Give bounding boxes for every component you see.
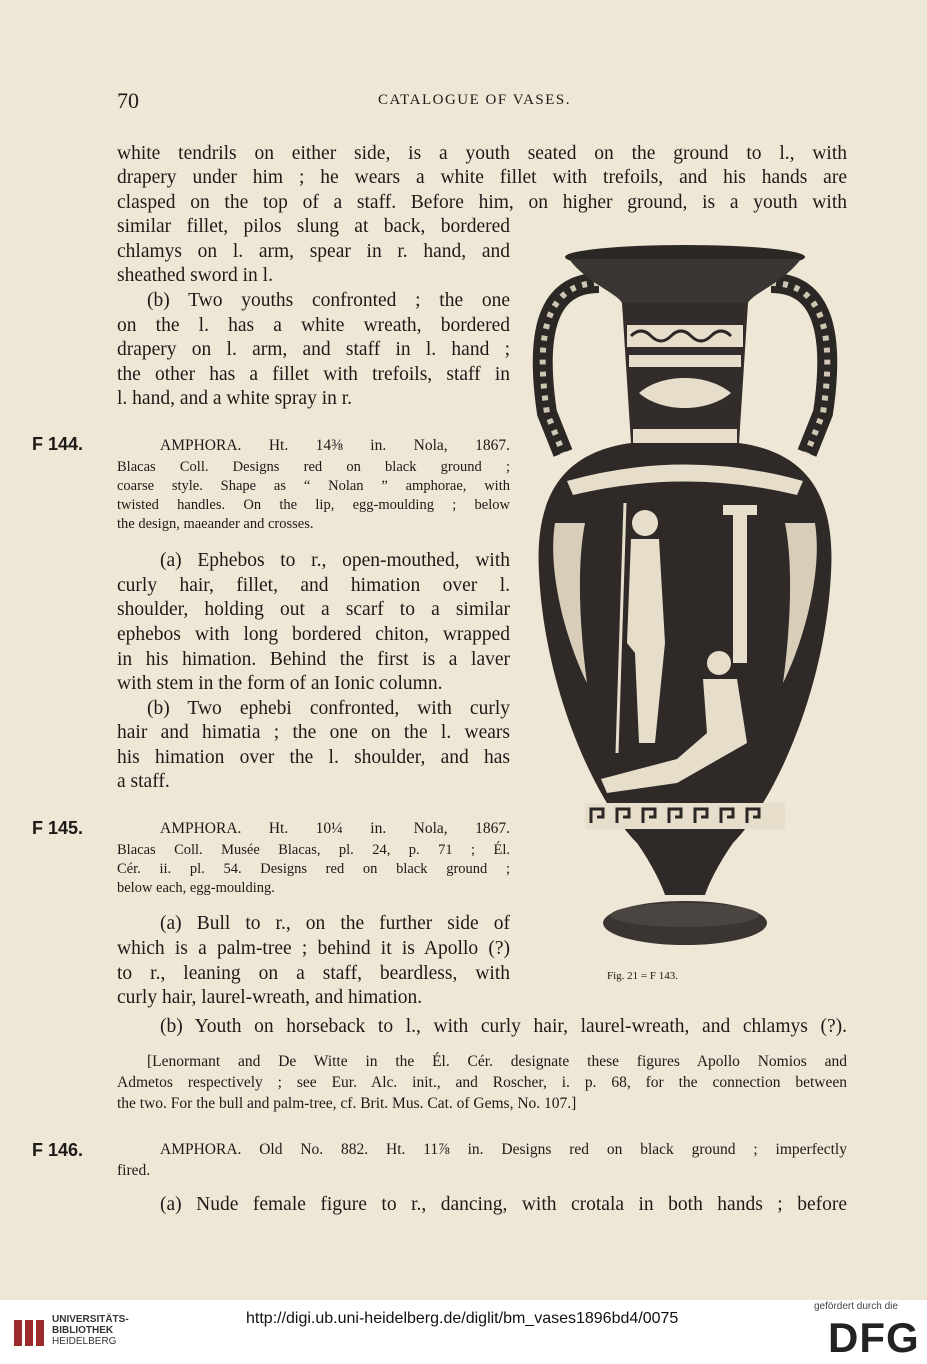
note-line: [Lenormant and De Witte in the Él. Cér. designate these figures Apollo Nomios and bbox=[147, 1053, 847, 1070]
vase-foot-rim bbox=[611, 903, 759, 927]
text-line: his himation over the l. shoulder, and has bbox=[117, 747, 510, 768]
text-line: drapery on l. arm, and staff in l. hand ; bbox=[117, 339, 510, 360]
library-name-line: UNIVERSITÄTS- bbox=[52, 1314, 129, 1325]
page-number: 70 bbox=[117, 88, 139, 113]
entry-header: fired. bbox=[117, 1162, 151, 1179]
left-handle bbox=[543, 283, 599, 453]
text-line: white tendrils on either side, is a youth seated on the ground to l., with bbox=[117, 143, 847, 164]
figure-caption: Fig. 21 = F 143. bbox=[607, 970, 678, 982]
entry-number: F 146. bbox=[32, 1140, 84, 1160]
text-line: to r., leaning on a staff, beardless, with bbox=[117, 963, 510, 984]
neck-band bbox=[629, 355, 741, 367]
text-line: (b) Two youths confronted ; the one bbox=[147, 290, 510, 311]
entry-header: Blacas Coll. Designs red on black ground ; bbox=[117, 459, 510, 475]
note-line: the two. For the bull and palm-tree, cf. Brit. Mus. Cat. of Gems, No. 107.] bbox=[117, 1095, 577, 1112]
column-capital bbox=[723, 505, 757, 515]
figure-head bbox=[707, 651, 731, 675]
entry-header: AMPHORA. Ht. 14⅜ in. Nola, 1867. bbox=[160, 437, 510, 454]
text-line: (a) Ephebos to r., open-mouthed, with bbox=[160, 550, 510, 571]
text-line: (b) Youth on horseback to l., with curly hair, laurel-wreath, and chlamys (?). bbox=[160, 1016, 847, 1037]
neck-band bbox=[627, 325, 743, 347]
vase-lower-body bbox=[637, 843, 733, 895]
entry-header: coarse style. Shape as “ Nolan ” amphorae, with bbox=[117, 478, 510, 494]
text-line: with stem in the form of an Ionic column. bbox=[117, 673, 443, 694]
digitization-footer bbox=[0, 1300, 927, 1364]
text-line: curly hair, fillet, and himation over l. bbox=[117, 575, 510, 596]
figure-head bbox=[632, 510, 658, 536]
source-url[interactable]: http://digi.ub.uni-heidelberg.de/diglit/bm_vases1896bd4/0075 bbox=[246, 1310, 679, 1327]
text-line: ephebos with long bordered chiton, wrapped bbox=[117, 624, 510, 645]
library-name bbox=[52, 1314, 129, 1347]
text-line: in his himation. Behind the first is a laver bbox=[117, 649, 510, 670]
entry-header: Blacas Coll. Musée Blacas, pl. 24, p. 71 ; Él. bbox=[117, 842, 510, 858]
text-line: (a) Bull to r., on the further side of bbox=[160, 913, 510, 934]
text-line: shoulder, holding out a scarf to a similar bbox=[117, 599, 510, 620]
text-line: (b) Two ephebi confronted, with curly bbox=[147, 698, 510, 719]
wave-band bbox=[633, 429, 737, 443]
text-line: hair and himatia ; the one on the l. wears bbox=[117, 722, 510, 743]
entry-number: F 144. bbox=[32, 434, 84, 454]
text-line: (a) Nude female figure to r., dancing, with crotala in both hands ; before bbox=[160, 1194, 847, 1215]
vase-mouth bbox=[569, 259, 801, 303]
library-name-line: BIBLIOTHEK bbox=[52, 1325, 114, 1336]
text-line: chlamys on l. arm, spear in r. hand, and bbox=[117, 241, 510, 262]
dfg-logo: DFG bbox=[828, 1314, 920, 1361]
text-line: clasped on the top of a staff. Before him, on higher ground, is a youth with bbox=[117, 192, 847, 213]
text-line: which is a palm-tree ; behind it is Apollo (?) bbox=[117, 938, 510, 959]
entry-header: Cér. ii. pl. 54. Designs red on black ground ; bbox=[117, 861, 510, 877]
text-line: on the l. has a white wreath, bordered bbox=[117, 315, 510, 336]
right-handle bbox=[771, 283, 827, 453]
library-name-line: HEIDELBERG bbox=[52, 1336, 117, 1347]
entry-header: AMPHORA. Ht. 10¼ in. Nola, 1867. bbox=[160, 820, 510, 837]
note-line: Admetos respectively ; see Eur. Alc. init., and Roscher, i. p. 68, for the connection between bbox=[117, 1074, 847, 1091]
entry-header: twisted handles. On the lip, egg-moulding ; below bbox=[117, 497, 510, 513]
text-line: a staff. bbox=[117, 771, 170, 792]
text-line: the other has a fillet with trefoils, staff in bbox=[117, 364, 510, 385]
vase-neck bbox=[622, 303, 748, 443]
text-line: drapery under him ; he wears a white fillet with trefoils, and his hands are bbox=[117, 167, 847, 188]
entry-header: the design, maeander and crosses. bbox=[117, 516, 314, 532]
text-line: l. hand, and a white spray in r. bbox=[117, 388, 353, 409]
text-line: curly hair, laurel-wreath, and himation. bbox=[117, 987, 423, 1008]
entry-number: F 145. bbox=[32, 818, 84, 838]
amphora-illustration bbox=[527, 243, 843, 965]
laver-column bbox=[733, 513, 747, 663]
entry-header: below each, egg-moulding. bbox=[117, 880, 275, 896]
running-title: CATALOGUE OF VASES. bbox=[378, 92, 572, 108]
library-seal-icon bbox=[12, 1318, 46, 1348]
text-line: sheathed sword in l. bbox=[117, 265, 273, 286]
entry-header: AMPHORA. Old No. 882. Ht. 11⅞ in. Designs red on black ground ; imperfectly bbox=[160, 1141, 847, 1158]
text-line: similar fillet, pilos slung at back, bordered bbox=[117, 216, 510, 237]
funding-text: gefördert durch die bbox=[814, 1301, 898, 1312]
